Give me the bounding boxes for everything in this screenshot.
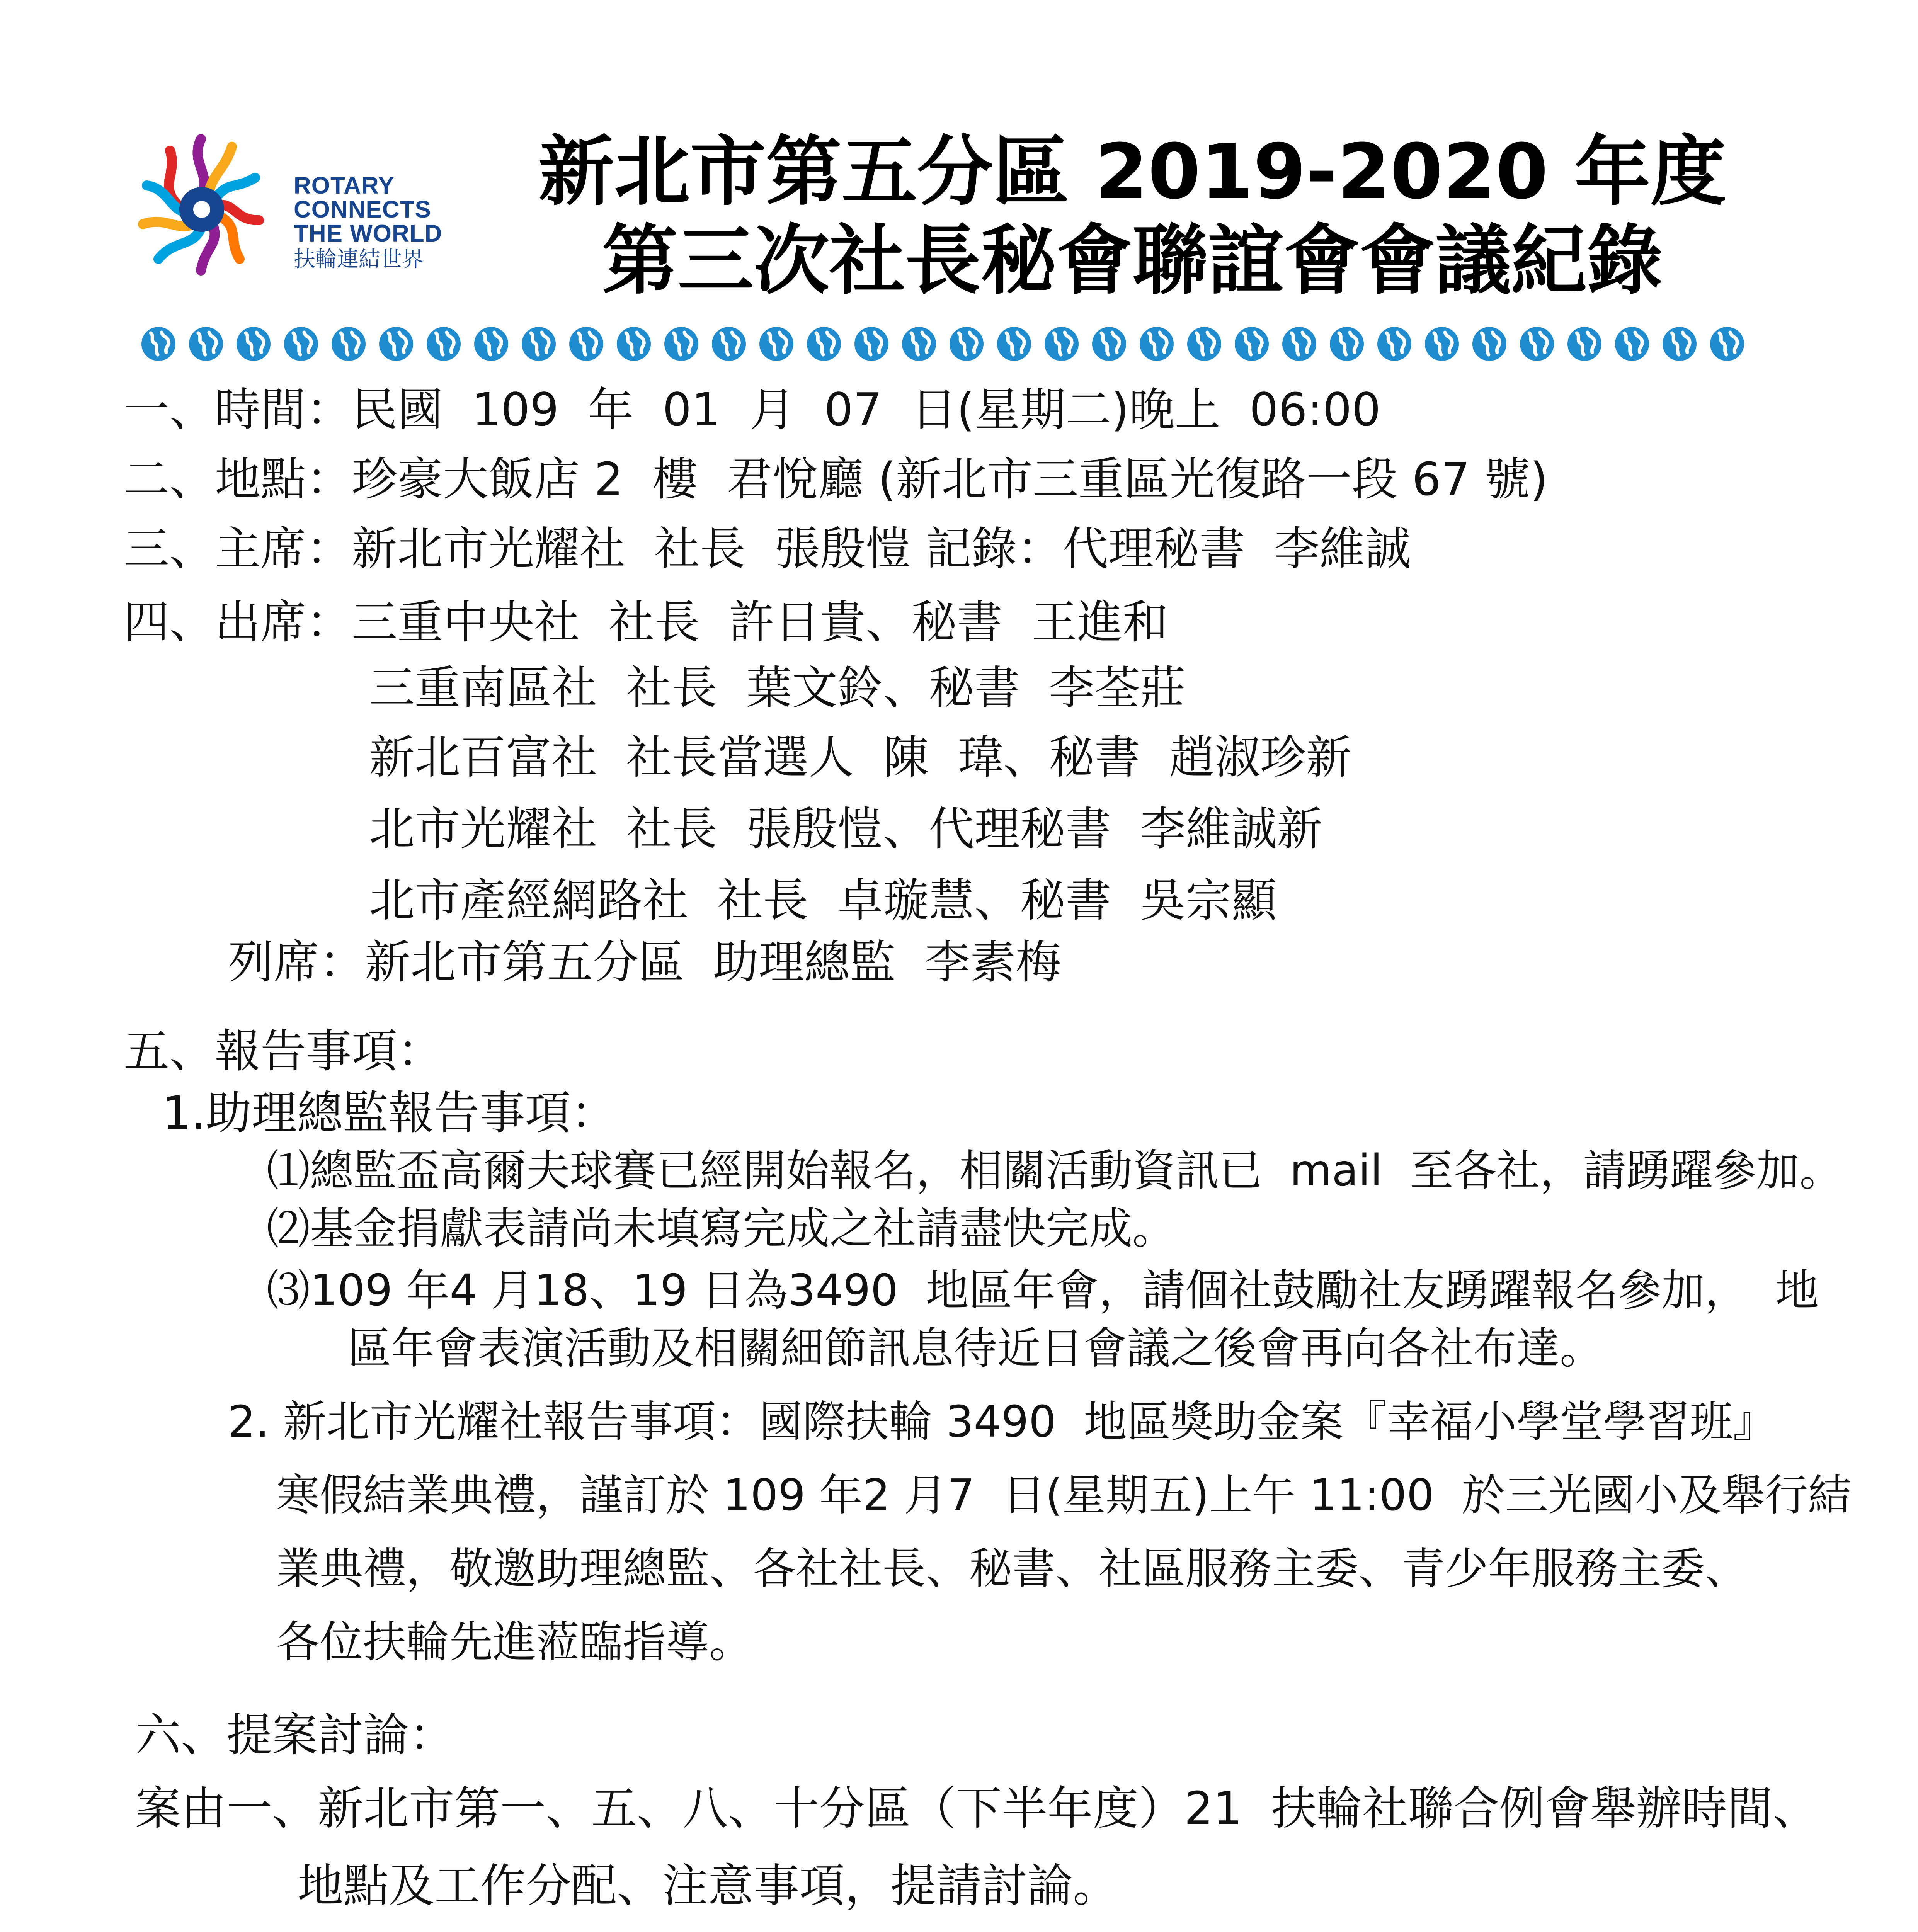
report-item: 區年會表演活動及相關細節訊息待近日會議之後會再向各社布達。 <box>348 1323 1603 1374</box>
proposal-case: 地點及工作分配、注意事項，提請討論。 <box>298 1859 1119 1912</box>
globe-icon <box>1232 325 1271 363</box>
globe-icon <box>1708 325 1746 363</box>
globe-icon <box>852 325 891 363</box>
globe-icon <box>282 325 320 363</box>
globe-icon <box>187 325 225 363</box>
report-item: 業典禮，敬邀助理總監、各社社長、秘書、社區服務主委、青少年服務主委、 <box>276 1544 1748 1594</box>
report-item: ⑵基金捐獻表請尚未填寫完成之社請盡快完成。 <box>267 1204 1176 1254</box>
attendance-line: 北市產經網路社 社長 卓璇慧、秘書 吳宗顯 <box>369 874 1277 927</box>
report-item: 2. 新北市光耀社報告事項：國際扶輪 3490 地區獎助金案『幸福小學堂學習班』 <box>228 1397 1777 1447</box>
attendance-line: 三重南區社 社長 葉文鈴、秘書 李荃莊 <box>369 661 1186 714</box>
globe-icon <box>1185 325 1224 363</box>
title-line-2: 第三次社長秘會聯誼會會議紀錄 <box>602 217 1663 305</box>
rotary-wheel-icon <box>112 116 290 294</box>
logo-text-line: THE WORLD <box>294 220 442 247</box>
attendance-line: 四、出席：三重中央社 社長 許日貴、秘書 王進和 <box>124 595 1169 649</box>
report-item: ⑶109 年4 月18、19 日為3490 地區年會，請個社鼓勵社友踴躍報名參加， 地 <box>267 1265 1819 1316</box>
logo-text-line: ROTARY <box>294 172 395 199</box>
globe-icon <box>1137 325 1176 363</box>
meeting-chair: 三、主席：新北市光耀社 社長 張殷愷 記錄：代理秘書 李維誠 <box>124 522 1411 575</box>
report-item: ⑴總監盃高爾夫球賽已經開始報名，相關活動資訊已 mail 至各社，請踴躍參加。 <box>267 1146 1843 1196</box>
globe-icon <box>519 325 558 363</box>
globe-divider <box>139 325 1746 367</box>
globe-icon <box>1518 325 1556 363</box>
observer-line: 列席：新北市第五分區 助理總監 李素梅 <box>228 935 1062 989</box>
globe-icon <box>1042 325 1081 363</box>
globe-icon <box>1423 325 1461 363</box>
globe-icon <box>710 325 748 363</box>
meeting-place: 二、地點：珍豪大飯店 2 樓 君悅廳 (新北市三重區光復路一段 67 號) <box>124 452 1548 506</box>
meeting-time: 一、時間：民國 109 年 01 月 07 日(星期二)晚上 06:00 <box>124 383 1381 436</box>
globe-icon <box>757 325 796 363</box>
logo-text-line: CONNECTS <box>294 196 431 223</box>
globe-icon <box>424 325 463 363</box>
globe-icon <box>567 325 606 363</box>
globe-icon <box>234 325 273 363</box>
globe-icon <box>139 325 178 363</box>
globe-icon <box>1660 325 1699 363</box>
globe-icon <box>377 325 415 363</box>
section-heading: 五、報告事項： <box>124 1024 443 1078</box>
globe-icon <box>472 325 511 363</box>
globe-icon <box>662 325 701 363</box>
report-item-title: 1.助理總監報告事項： <box>162 1086 616 1139</box>
globe-icon <box>1375 325 1414 363</box>
globe-icon <box>900 325 938 363</box>
proposal-case: 案由一、新北市第一、五、八、十分區（下半年度）21 扶輪社聯合例會舉辦時間、 <box>135 1782 1819 1835</box>
attendance-line: 新北百富社 社長當選人 陳 瑋、秘書 趙淑珍新 <box>369 731 1352 784</box>
globe-icon <box>1613 325 1651 363</box>
logo-text <box>294 174 442 270</box>
globe-icon <box>329 325 368 363</box>
logo-subtitle: 扶輪連結世界 <box>294 247 424 272</box>
globe-icon <box>1280 325 1319 363</box>
globe-icon <box>947 325 986 363</box>
attendance-line: 北市光耀社 社長 張殷愷、代理秘書 李維誠新 <box>369 802 1323 855</box>
globe-icon <box>1470 325 1509 363</box>
globe-icon <box>1327 325 1366 363</box>
section-heading: 六、提案討論： <box>135 1708 455 1762</box>
title-line-1: 新北市第五分區 2019-2020 年度 <box>538 128 1726 216</box>
globe-icon <box>1090 325 1128 363</box>
globe-icon <box>805 325 843 363</box>
globe-icon <box>1565 325 1604 363</box>
report-item: 寒假結業典禮，謹訂於 109 年2 月7 日(星期五)上午 11:00 於三光國小及舉行結 <box>276 1470 1852 1520</box>
globe-icon <box>614 325 653 363</box>
document-title <box>495 128 1770 305</box>
rotary-logo <box>112 116 460 294</box>
report-item: 各位扶輪先進蒞臨指導。 <box>276 1617 752 1667</box>
globe-icon <box>995 325 1033 363</box>
